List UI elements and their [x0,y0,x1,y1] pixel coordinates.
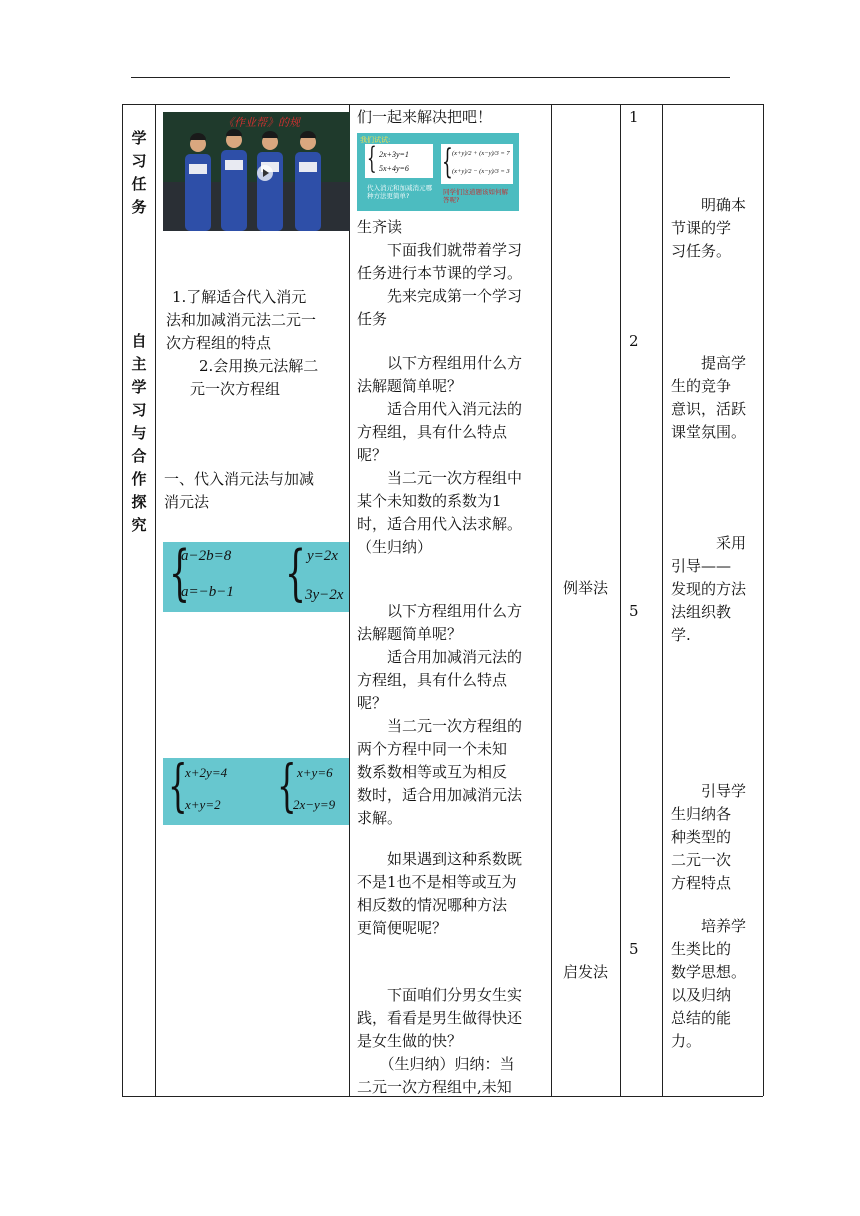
brace-icon: { [285,538,307,608]
time-value: 5 [629,602,639,620]
design-intent-5: 培养学 生类比的 数学思想。 以及归纳 总结的能 力。 [671,917,747,1050]
play-icon[interactable] [257,165,273,181]
time-value: 5 [629,940,639,958]
brace-icon: { [277,754,297,819]
goal-1-line3: 次方程组的特点 [166,334,272,352]
design-intent-4: 引导学 生归纳各 种类型的 二元一次 方程特点 [671,782,747,892]
section-label-task: 学 习 任 务 [131,129,147,216]
goal-1-line2: 法和加减消元法二元一 [166,311,317,329]
svg-text:《作业帮》的规: 《作业帮》的规 [223,116,300,129]
time-value: 2 [629,332,639,350]
brace-icon: { [169,538,191,608]
header-rule [131,77,730,78]
video-thumbnail[interactable] [163,112,350,231]
equation-system-box-2: { x+2y=4 x+y=2 { x+y=6 2x−y=9 [163,758,349,825]
method-label: 启发法 [562,963,608,981]
goal-1: 1.了解适合代入消元 [172,288,307,306]
goal-2: 2.会用换元法解二 [199,357,319,375]
col3-line: 们一起来解决把吧！ [357,108,493,126]
design-intent-2: 提高学 生的竞争 意识，活跃 课堂氛围。 [671,354,747,441]
design-intent-1: 明确本 节课的学 习任务。 [671,196,747,260]
brace-icon: { [168,754,188,819]
section-label-explore: 自 主 学 习 与 合 作 探 究 [131,332,147,534]
method-label: 例举法 [562,579,608,597]
teaching-process-text: 生齐读 下面我们就带着学习 任务进行本节课的学习。 先来完成第一个学习 任务 [357,218,523,328]
section-heading: 一、代入消元法与加减 消元法 [164,470,315,511]
goal-2-line2: 元一次方程组 [190,380,281,398]
time-value: 1 [629,108,639,126]
example-slide-image: 我们试试: { 2x+3y=1 5x+4y=6 { (x+y)/2 + (x−y)/3 = 7 (x+y)/2 − (x−y)/3 = 3 代入消元和加减消元哪种方法更简单? 同学们这道题该如何解答呢? [357,133,519,211]
design-intent-3: 采用 引导—— 发现的方法 法组织教 学. [671,534,747,644]
equation-system-box-1: { a−2b=8 a=−b−1 { y=2x 3y−2x [163,542,349,612]
